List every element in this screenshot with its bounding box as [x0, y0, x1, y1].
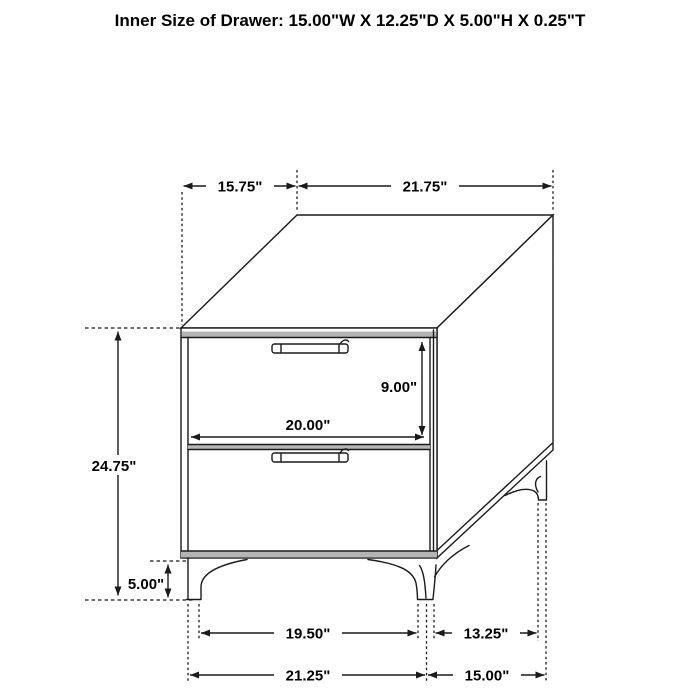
dim-label-top-side-depth: 15.75"	[217, 178, 263, 196]
dim-label-drawer-width: 20.00"	[285, 417, 331, 434]
dim-label-bottom-outer-width: 21.25"	[285, 667, 331, 685]
bottom-panel-band	[181, 552, 437, 558]
dim-label-bottom-outer-depth: 15.00"	[464, 667, 510, 685]
dim-label-top-width: 21.75"	[402, 178, 448, 196]
front-face	[181, 328, 437, 558]
top-panel-band	[182, 332, 436, 338]
dim-label-overall-height: 24.75"	[91, 458, 137, 475]
dim-label-bottom-inner-depth: 13.25"	[463, 625, 509, 643]
dim-label-leg-height: 5.00"	[127, 576, 165, 593]
dim-label-drawer-height: 9.00"	[380, 379, 418, 396]
front-left-leg	[187, 558, 248, 600]
page-title: Inner Size of Drawer: 15.00"W X 12.25"D X 5.00"H X 0.25"T	[114, 11, 586, 30]
dim-label-bottom-inner-width: 19.50"	[285, 625, 331, 643]
drawer-divider-band	[188, 445, 430, 449]
nightstand-drawing	[181, 215, 553, 600]
